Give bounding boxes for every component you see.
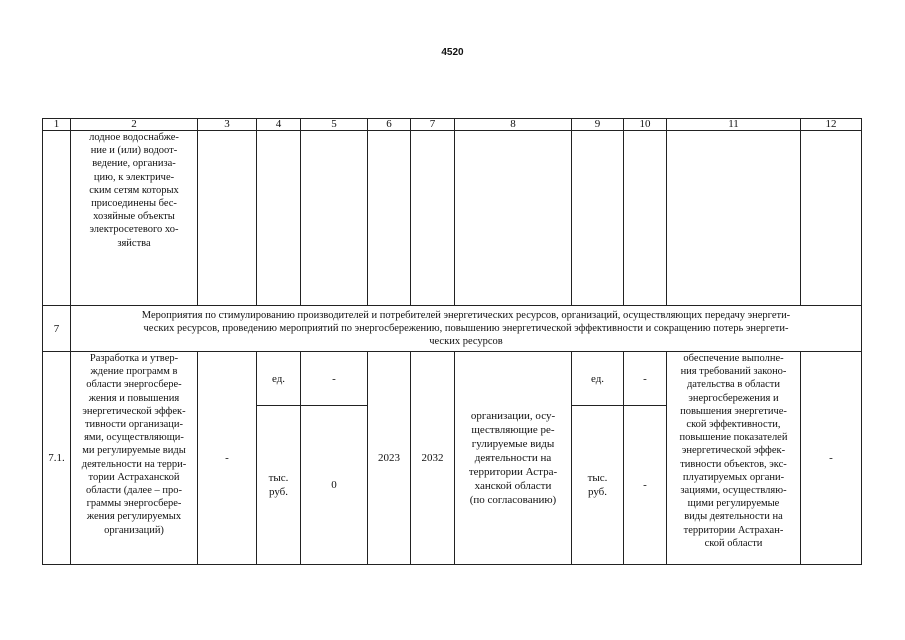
item-number: 7.1.	[43, 352, 71, 565]
header-cell: 1	[43, 119, 71, 131]
header-cell: 10	[624, 119, 667, 131]
measures-table	[42, 118, 862, 565]
unit-cell: ед.	[257, 352, 301, 406]
year-start: 2023	[368, 352, 411, 565]
continuation-text: лодное водоснабже- ние и (или) водоот- ведение, организа- цию, к электриче- ским сетям которых присоединены бес- хозяйные объекты электросетевого хо- зяйства	[71, 131, 198, 306]
value-cell: -	[301, 352, 368, 406]
header-cell: 12	[801, 119, 862, 131]
expected-result: обеспечение выполне- ния требований законо- дательства в области энергосбережения и повышения энергетиче- ской эффективности, повышение показателей энергетической эффек- тивности объектов, экс- плуатируемых органи- зациями, осуществляю- щими регулируемые виды деятельности на территории Астрахан- ской области	[667, 352, 801, 565]
value-cell: 0	[301, 406, 368, 565]
header-cell: 2	[71, 119, 198, 131]
unit-cell: тыс. руб.	[572, 406, 624, 565]
header-cell: 6	[368, 119, 411, 131]
unit-cell: тыс. руб.	[257, 406, 301, 565]
header-cell: 7	[411, 119, 455, 131]
section-number: 7	[43, 306, 71, 352]
header-cell: 8	[455, 119, 572, 131]
section-title: Мероприятия по стимулированию производителей и потребителей энергетических ресурсов, организаций, осуществляющих передачу энергети- ческих ресурсов, проведению мероприятий по энергосбережению, повышению энергетической эффективности и сокращению потерь энергети- ческих ресурсов	[71, 306, 862, 352]
item-name: Разработка и утвер- ждение программ в области энергосбере- жения и повышения энергетической эффек- тивности организаци- ями, осуществляющи- ми регулируемые виды деятельности на терри- тории Астраханской области (далее – про- граммы энергосбере- жения регулируемых организаций)	[71, 352, 198, 565]
item-row	[43, 352, 862, 406]
item-col3: -	[198, 352, 257, 565]
header-cell: 9	[572, 119, 624, 131]
value-cell: -	[624, 406, 667, 565]
page-number: 4520	[441, 47, 464, 58]
value-cell: -	[624, 352, 667, 406]
section-row	[43, 306, 862, 352]
continuation-row	[43, 131, 862, 306]
header-cell: 11	[667, 119, 801, 131]
header-cell: 3	[198, 119, 257, 131]
header-row	[43, 119, 862, 131]
header-cell: 5	[301, 119, 368, 131]
header-cell: 4	[257, 119, 301, 131]
executor: организации, осу- ществляющие ре- гулируемые виды деятельности на территории Астра- ханской области (по согласованию)	[455, 352, 572, 565]
year-end: 2032	[411, 352, 455, 565]
item-col12: -	[801, 352, 862, 565]
unit-cell: ед.	[572, 352, 624, 406]
